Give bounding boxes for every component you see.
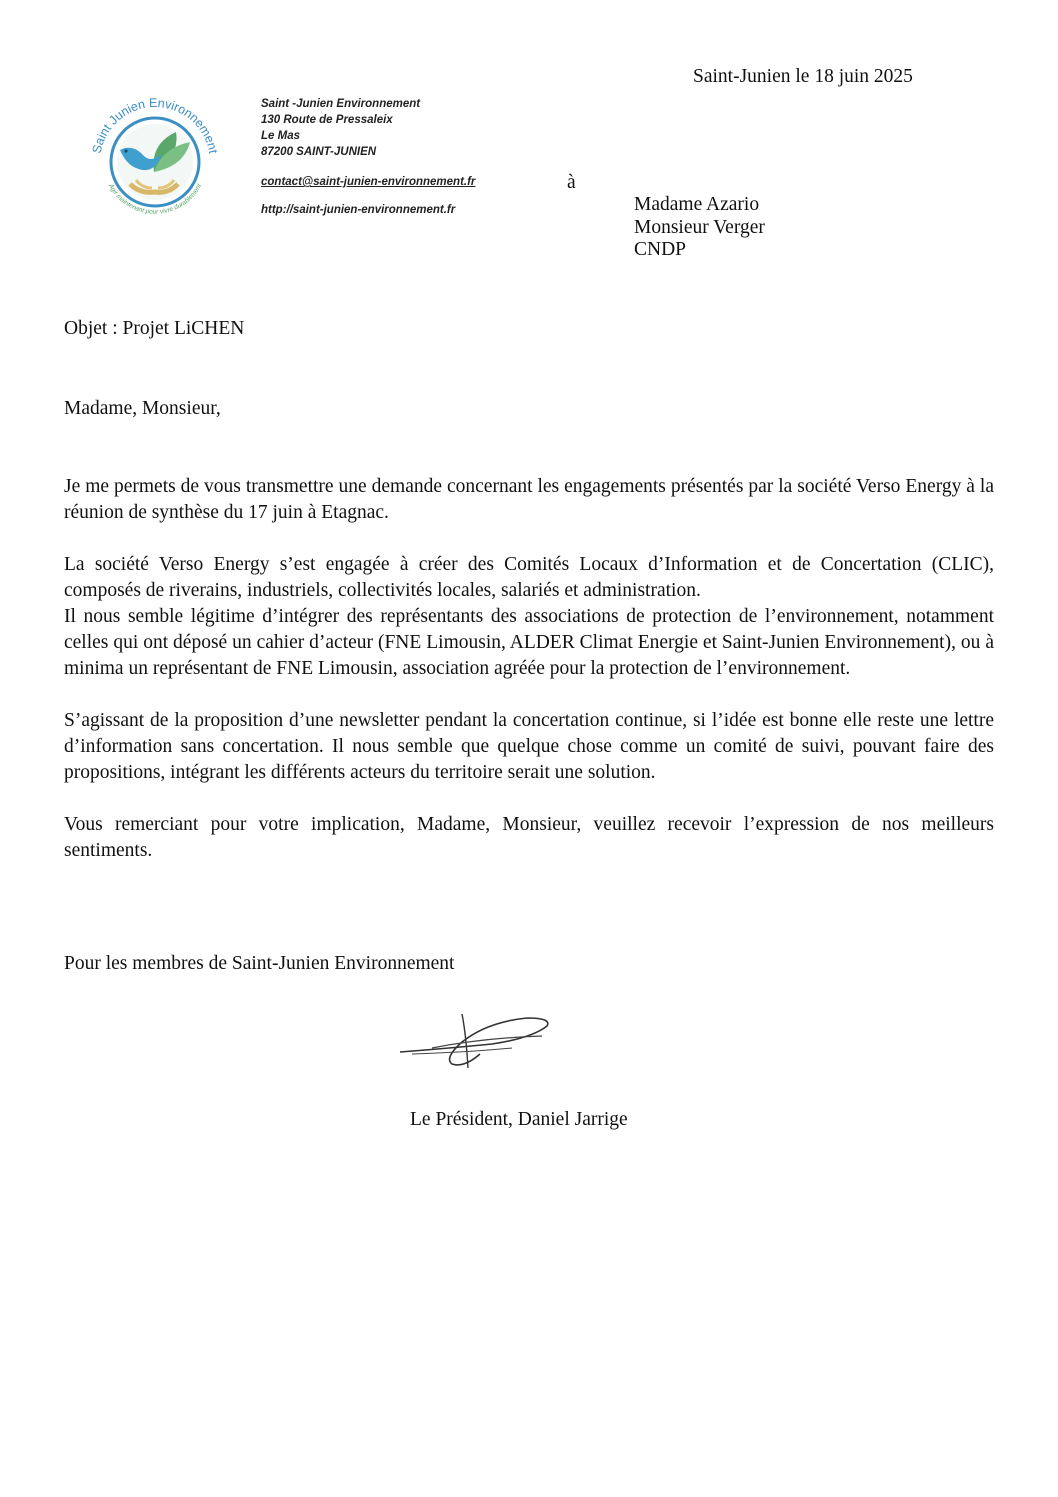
sign-off-line: Pour les membres de Saint-Junien Environnement: [64, 953, 455, 974]
letter-body: [64, 474, 994, 890]
sender-name: Saint -Junien Environnement: [261, 98, 421, 110]
body-paragraph: Je me permets de vous transmettre une demande concernant les engagements présentés par la société Verso Energy à la réunion de synthèse du 17 juin à Etagnac.: [64, 476, 994, 523]
logo-arc-text: Saint Junien Environnement: [89, 95, 221, 155]
sender-address-line: Le Mas: [261, 130, 300, 142]
recipient-preposition: à: [567, 172, 576, 193]
logo-tagline: Agir maintenant pour vivre durablement: [106, 182, 204, 216]
letter-date: Saint-Junien le 18 juin 2025: [693, 66, 913, 87]
organization-logo: [80, 84, 230, 234]
signatory-name: Le Président, Daniel Jarrige: [410, 1109, 628, 1130]
body-paragraph: S’agissant de la proposition d’une newsletter pendant la concertation continue, si l’idée est bonne elle reste une lettre d’information sans concertation. Il nous semble que quelque chose comme un comité de suivi, pouvant faire des propositions, intégrant les différents acteurs du territoire serait une solution.: [64, 710, 994, 783]
body-paragraph: La société Verso Energy s’est engagée à créer des Comités Locaux d’Information et de Concertation (CLIC), composés de riverains, industriels, collectivités locales, salariés et administration. Il nous semble légitime d’intégrer des représentants des associations de protection de l’environnement, notamment celles qui ont déposé un cahier d’acteur (FNE Limousin, ALDER Climat Energie et Saint-Junien Environnement), ou à minima un représentant de FNE Limousin, association agréée pour la protection de l’environnement.: [64, 554, 994, 679]
recipient-line: Monsieur Verger: [634, 216, 765, 238]
sender-postal-city: 87200 SAINT-JUNIEN: [261, 146, 377, 158]
sender-email-link[interactable]: contact@saint-junien-environnement.fr: [261, 176, 476, 188]
handwritten-signature: [392, 1008, 562, 1080]
sender-address-block: [261, 96, 475, 218]
bird-leaf-logo-icon: [80, 84, 230, 234]
sender-address-line: 130 Route de Pressaleix: [261, 114, 393, 126]
recipient-line: CNDP: [634, 239, 687, 260]
recipient-block: [634, 194, 765, 262]
body-paragraph: Vous remerciant pour votre implication, Madame, Monsieur, veuillez recevoir l’expression de nos meilleurs sentiments.: [64, 814, 994, 861]
letter-salutation: Madame, Monsieur,: [64, 398, 221, 419]
letter-subject: Objet : Projet LiCHEN: [64, 318, 245, 339]
recipient-line: Madame Azario: [634, 194, 760, 215]
sender-website-link[interactable]: http://saint-junien-environnement.fr: [261, 204, 456, 216]
